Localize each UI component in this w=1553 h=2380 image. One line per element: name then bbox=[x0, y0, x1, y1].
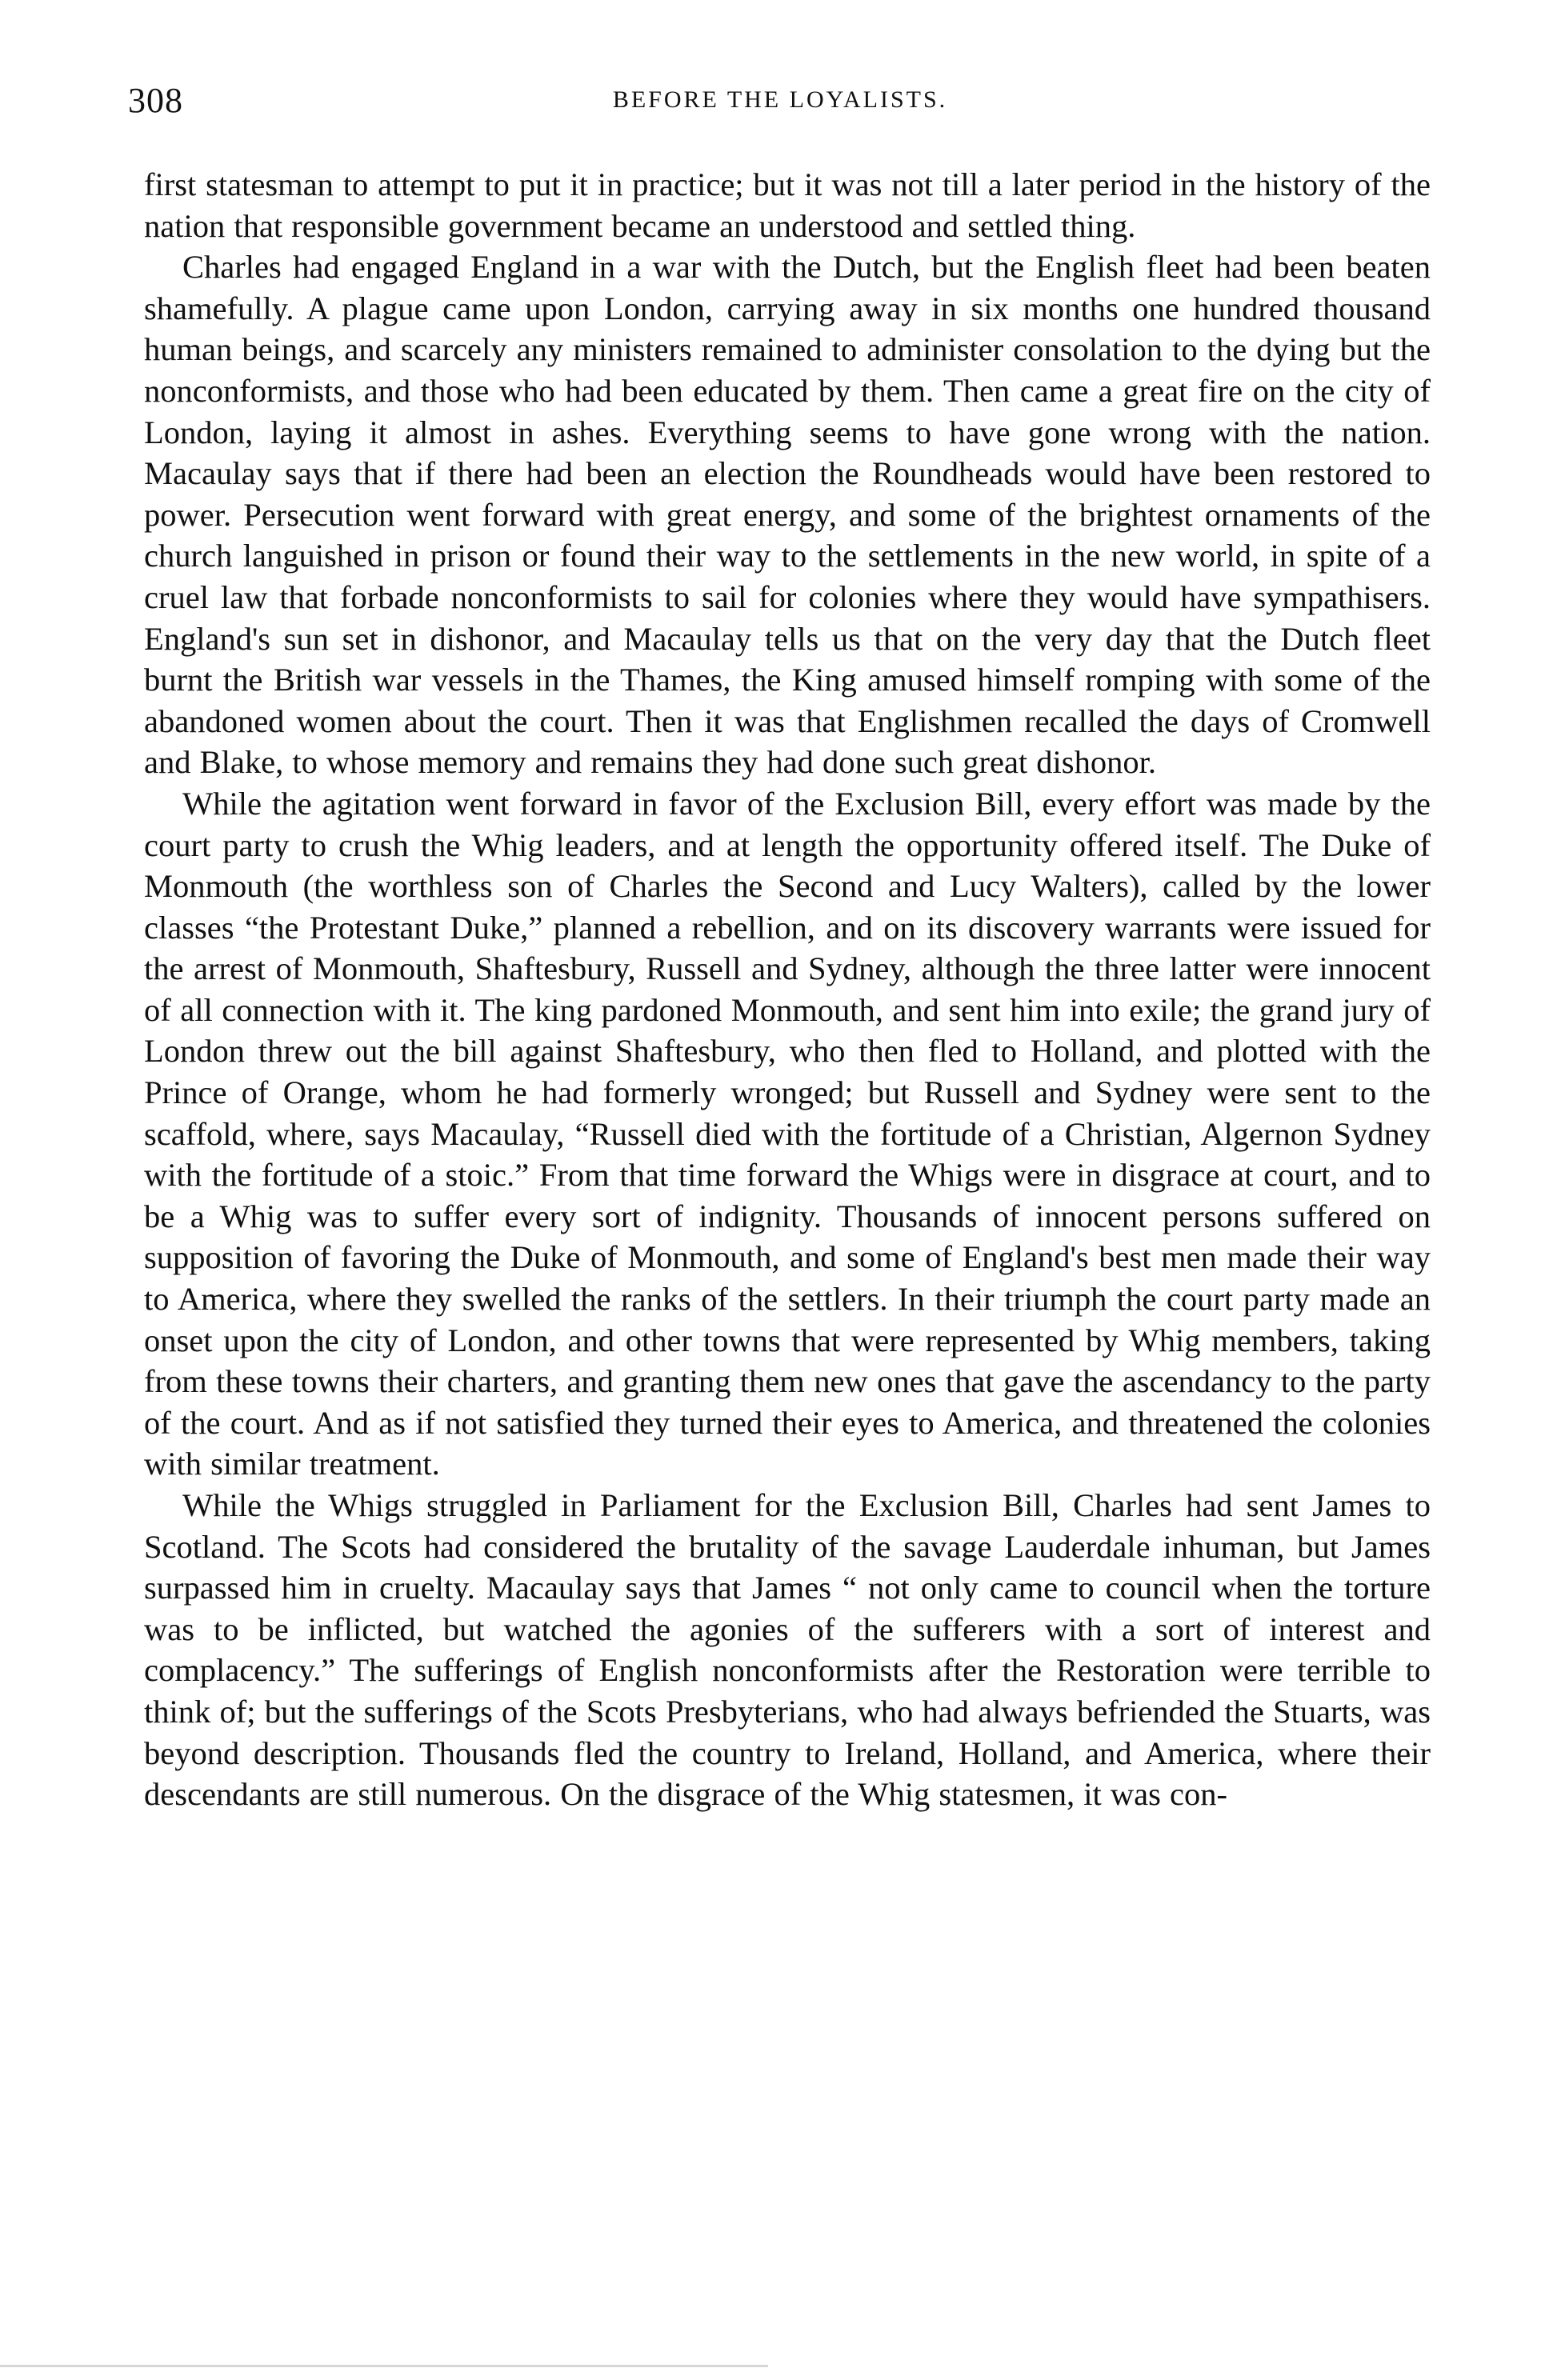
page-header bbox=[128, 80, 1432, 128]
page-number: 308 bbox=[128, 81, 183, 120]
paragraph-scotland: While the Whigs struggled in Parliament for the Exclusion Bill, Charles had sent James to Scotland. The Scots had considered the brutality of the savage Lauderdale inhuman, but James surpassed him in cruelty. Macaulay says that James “ not only came to council when the torture was to be inflicted, but watched the agonies of the sufferers with a sort of interest and complacency.” The sufferings of English nonconformists after the Restoration were terrible to think of; but the sufferings of the Scots Presbyterians, who had always befriended the Stuarts, was beyond description. Thousands fled the country to Ireland, Holland, and America, where their descendants are still numerous. On the disgrace of the Whig statesmen, it was con- bbox=[144, 1487, 1431, 1813]
body-text bbox=[144, 164, 1431, 1815]
paragraph-dutch-war: Charles had engaged England in a war with the Dutch, but the English fleet had been beaten shamefully. A plague came upon London, carrying away in six months one hundred thousand human beings, and scarcely any ministers remained to administer consolation to the dying but the nonconformists, and those who had been educated by them. Then came a great fire on the city of London, laying it almost in ashes. Everything seems to have gone wrong with the nation. Macaulay says that if there had been an election the Roundheads would have been restored to power. Persecution went forward with great energy, and some of the brightest ornaments of the church languished in prison or found their way to the settlements in the new world, in spite of a cruel law that forbade nonconformists to sail for colonies where they would have sympathisers. England's sun set in dishonor, and Macaulay tells us that on the very day that the Dutch fleet burnt the British war vessels in the Thames, the King amused himself romping with some of the abandoned women about the court. Then it was that Englishmen recalled the days of Cromwell and Blake, to whose memory and remains they had done such great dishonor. bbox=[144, 249, 1431, 781]
bottom-edge-line bbox=[0, 2365, 768, 2367]
running-head: BEFORE THE LOYALISTS. bbox=[612, 86, 948, 113]
paragraph-exclusion-bill: While the agitation went forward in favor of the Exclusion Bill, every effort was made by the court party to crush the Whig leaders, and at length the opportunity offered itself. The Duke of Monmouth (the worthless son of Charles the Second and Lucy Walters), called by the lower classes “the Protestant Duke,” planned a rebellion, and on its discovery warrants were issued for the arrest of Monmouth, Shaftesbury, Russell and Sydney, although the three latter were innocent of all connection with it. The king pardoned Monmouth, and sent him into exile; the grand jury of London threw out the bill against Shaftesbury, who then fled to Holland, and plotted with the Prince of Orange, whom he had formerly wronged; but Russell and Sydney were sent to the scaffold, where, says Macaulay, “Russell died with the fortitude of a Christian, Algernon Sydney with the fortitude of a stoic.” From that time forward the Whigs were in disgrace at court, and to be a Whig was to suffer every sort of indignity. Thousands of innocent persons suffered on supposition of favoring the Duke of Monmouth, and some of England's best men made their way to America, where they swelled the ranks of the settlers. In their triumph the court party made an onset upon the city of London, and other towns that were represented by Whig members, taking from these towns their charters, and granting them new ones that gave the ascendancy to the party of the court. And as if not satisfied they turned their eyes to America, and threatened the colonies with similar treatment. bbox=[144, 785, 1431, 1482]
paragraph-continuation: first statesman to attempt to put it in practice; but it was not till a later period in the history of the nation that responsible government became an understood and settled thing. bbox=[144, 166, 1431, 244]
